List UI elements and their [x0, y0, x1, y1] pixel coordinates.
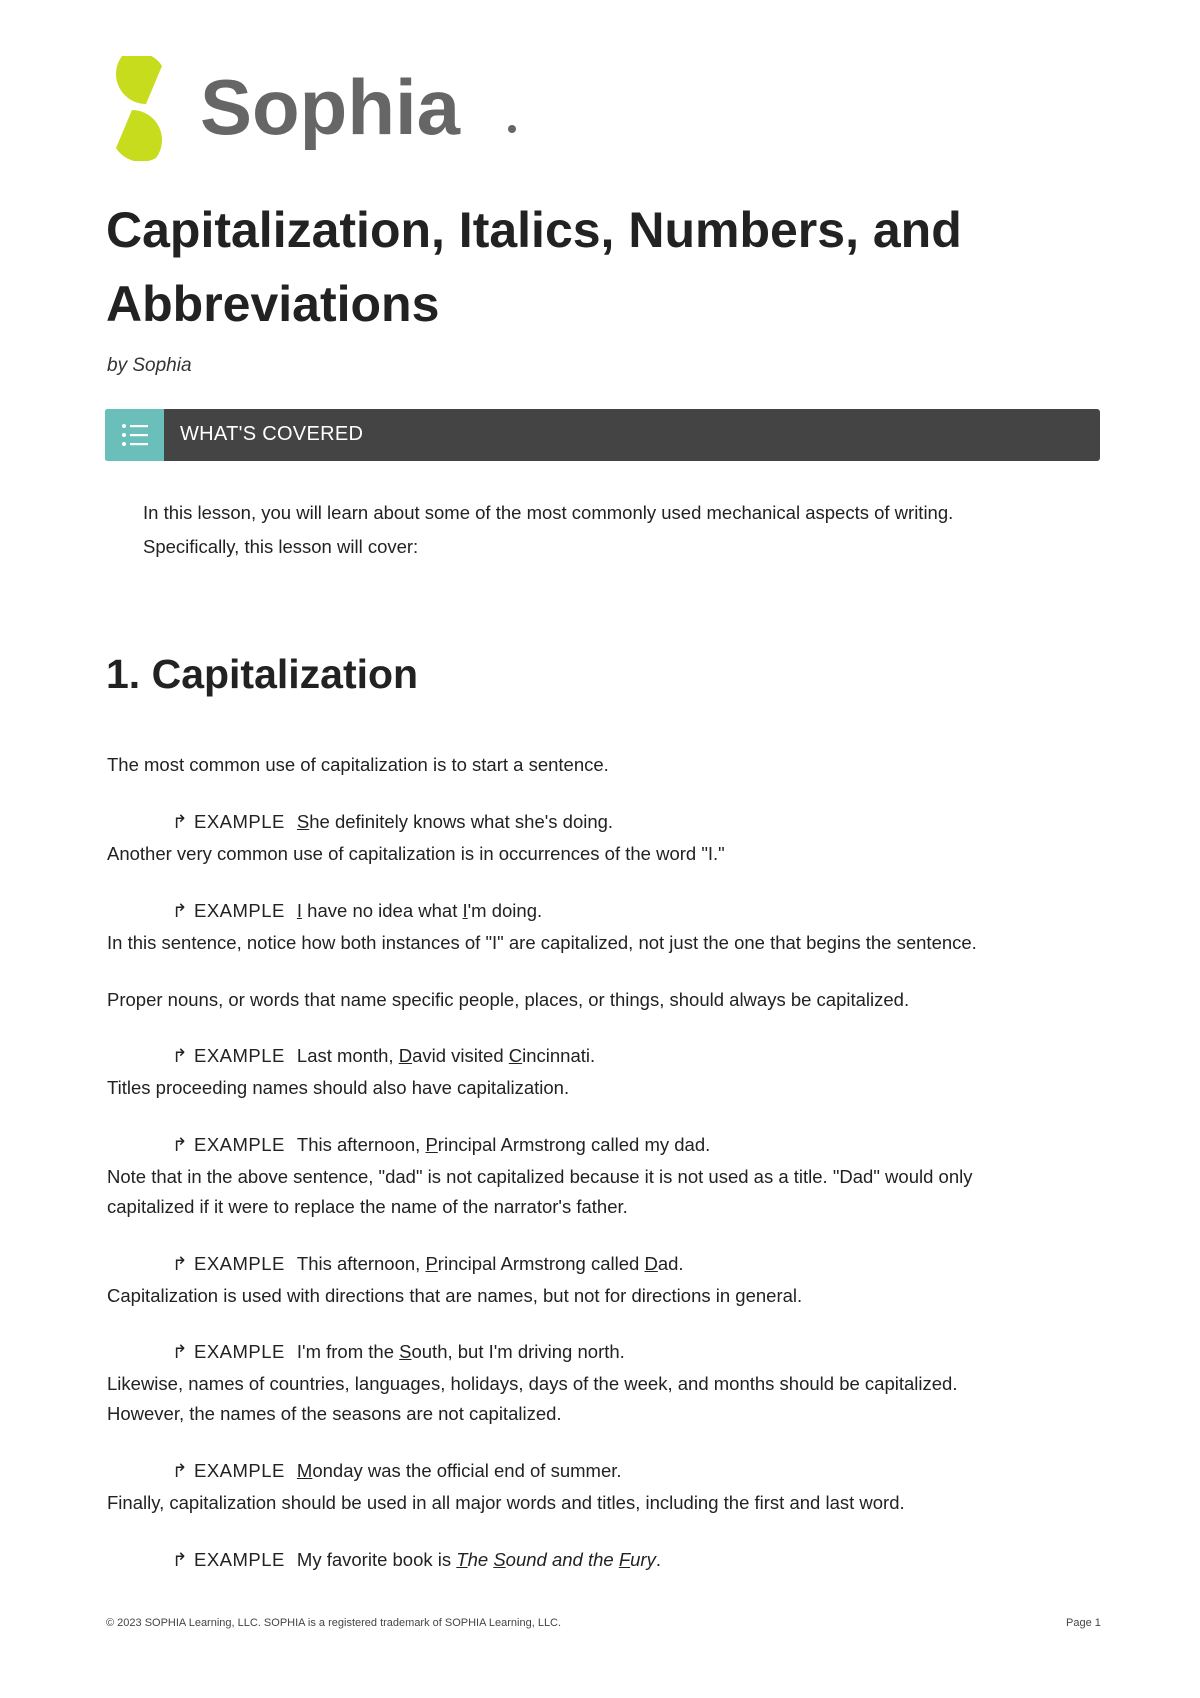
section-heading: 1. Capitalization	[106, 651, 419, 697]
arrow-icon: ↱	[172, 900, 188, 921]
paragraph: Proper nouns, or words that name specific people, places, or things, should always be capitalized.	[107, 989, 910, 1010]
list-icon	[105, 409, 164, 461]
arrow-icon: ↱	[172, 1134, 188, 1155]
example: ↱ EXAMPLE I'm from the South, but I'm driving north.	[172, 1337, 625, 1367]
example-tag: EXAMPLE	[194, 1253, 285, 1274]
paragraph: However, the names of the seasons are not capitalized.	[107, 1403, 562, 1424]
arrow-icon: ↱	[172, 1549, 188, 1570]
page-number: Page 1	[1066, 1617, 1101, 1629]
example: ↱ EXAMPLE She definitely knows what she's doing.	[172, 807, 613, 837]
arrow-icon: ↱	[172, 1460, 188, 1481]
arrow-icon: ↱	[172, 1341, 188, 1362]
paragraph: In this sentence, notice how both instances of "I" are capitalized, not just the one that begins the sentence.	[107, 932, 977, 953]
example-tag: EXAMPLE	[194, 1341, 285, 1362]
paragraph: Finally, capitalization should be used in all major words and titles, including the first and last word.	[107, 1492, 905, 1513]
example: ↱ EXAMPLE This afternoon, Principal Armstrong called my dad.	[172, 1130, 710, 1160]
paragraph: capitalized if it were to replace the name of the narrator's father.	[107, 1196, 628, 1217]
paragraph: Likewise, names of countries, languages, holidays, days of the week, and months should be capitalized.	[107, 1373, 958, 1394]
example: ↱ EXAMPLE Monday was the official end of summer.	[172, 1456, 622, 1486]
paragraph: The most common use of capitalization is to start a sentence.	[107, 754, 609, 775]
example-tag: EXAMPLE	[194, 1134, 285, 1155]
page-title: Capitalization, Italics, Numbers, and Abbreviations	[106, 202, 962, 332]
whats-covered-label: WHAT'S COVERED	[180, 423, 364, 445]
footer-copyright: © 2023 SOPHIA Learning, LLC. SOPHIA is a registered trademark of SOPHIA Learning, LLC.	[106, 1617, 562, 1629]
sophia-logo-wordmark: Sophia	[200, 63, 461, 151]
example-tag: EXAMPLE	[194, 811, 285, 832]
arrow-icon: ↱	[172, 811, 188, 832]
intro-text: In this lesson, you will learn about some of the most commonly used mechanical aspects of writing. Specifically, this lesson will cover:	[143, 502, 954, 557]
example-tag: EXAMPLE	[194, 1045, 285, 1066]
example: ↱ EXAMPLE This afternoon, Principal Armstrong called Dad.	[172, 1249, 684, 1279]
paragraph: Another very common use of capitalization is in occurrences of the word "I."	[107, 843, 725, 864]
example-tag: EXAMPLE	[194, 1460, 285, 1481]
paragraph: Titles proceeding names should also have capitalization.	[107, 1077, 570, 1098]
example-tag: EXAMPLE	[194, 900, 285, 921]
example-tag: EXAMPLE	[194, 1549, 285, 1570]
example: ↱ EXAMPLE I have no idea what I'm doing.	[172, 896, 542, 926]
arrow-icon: ↱	[172, 1045, 188, 1066]
whats-covered-banner	[105, 409, 1100, 461]
arrow-icon: ↱	[172, 1253, 188, 1274]
paragraph: Note that in the above sentence, "dad" is not capitalized because it is not used as a title. "Dad" would only	[107, 1166, 973, 1187]
sophia-logo-mark-icon	[116, 56, 162, 161]
example: ↱ EXAMPLE Last month, David visited Cincinnati.	[172, 1041, 595, 1071]
example: ↱ EXAMPLE My favorite book is The Sound and the Fury.	[172, 1545, 661, 1575]
sophia-logo	[104, 56, 524, 161]
paragraph: Capitalization is used with directions that are names, but not for directions in general.	[107, 1285, 803, 1306]
byline: by Sophia	[107, 355, 192, 376]
